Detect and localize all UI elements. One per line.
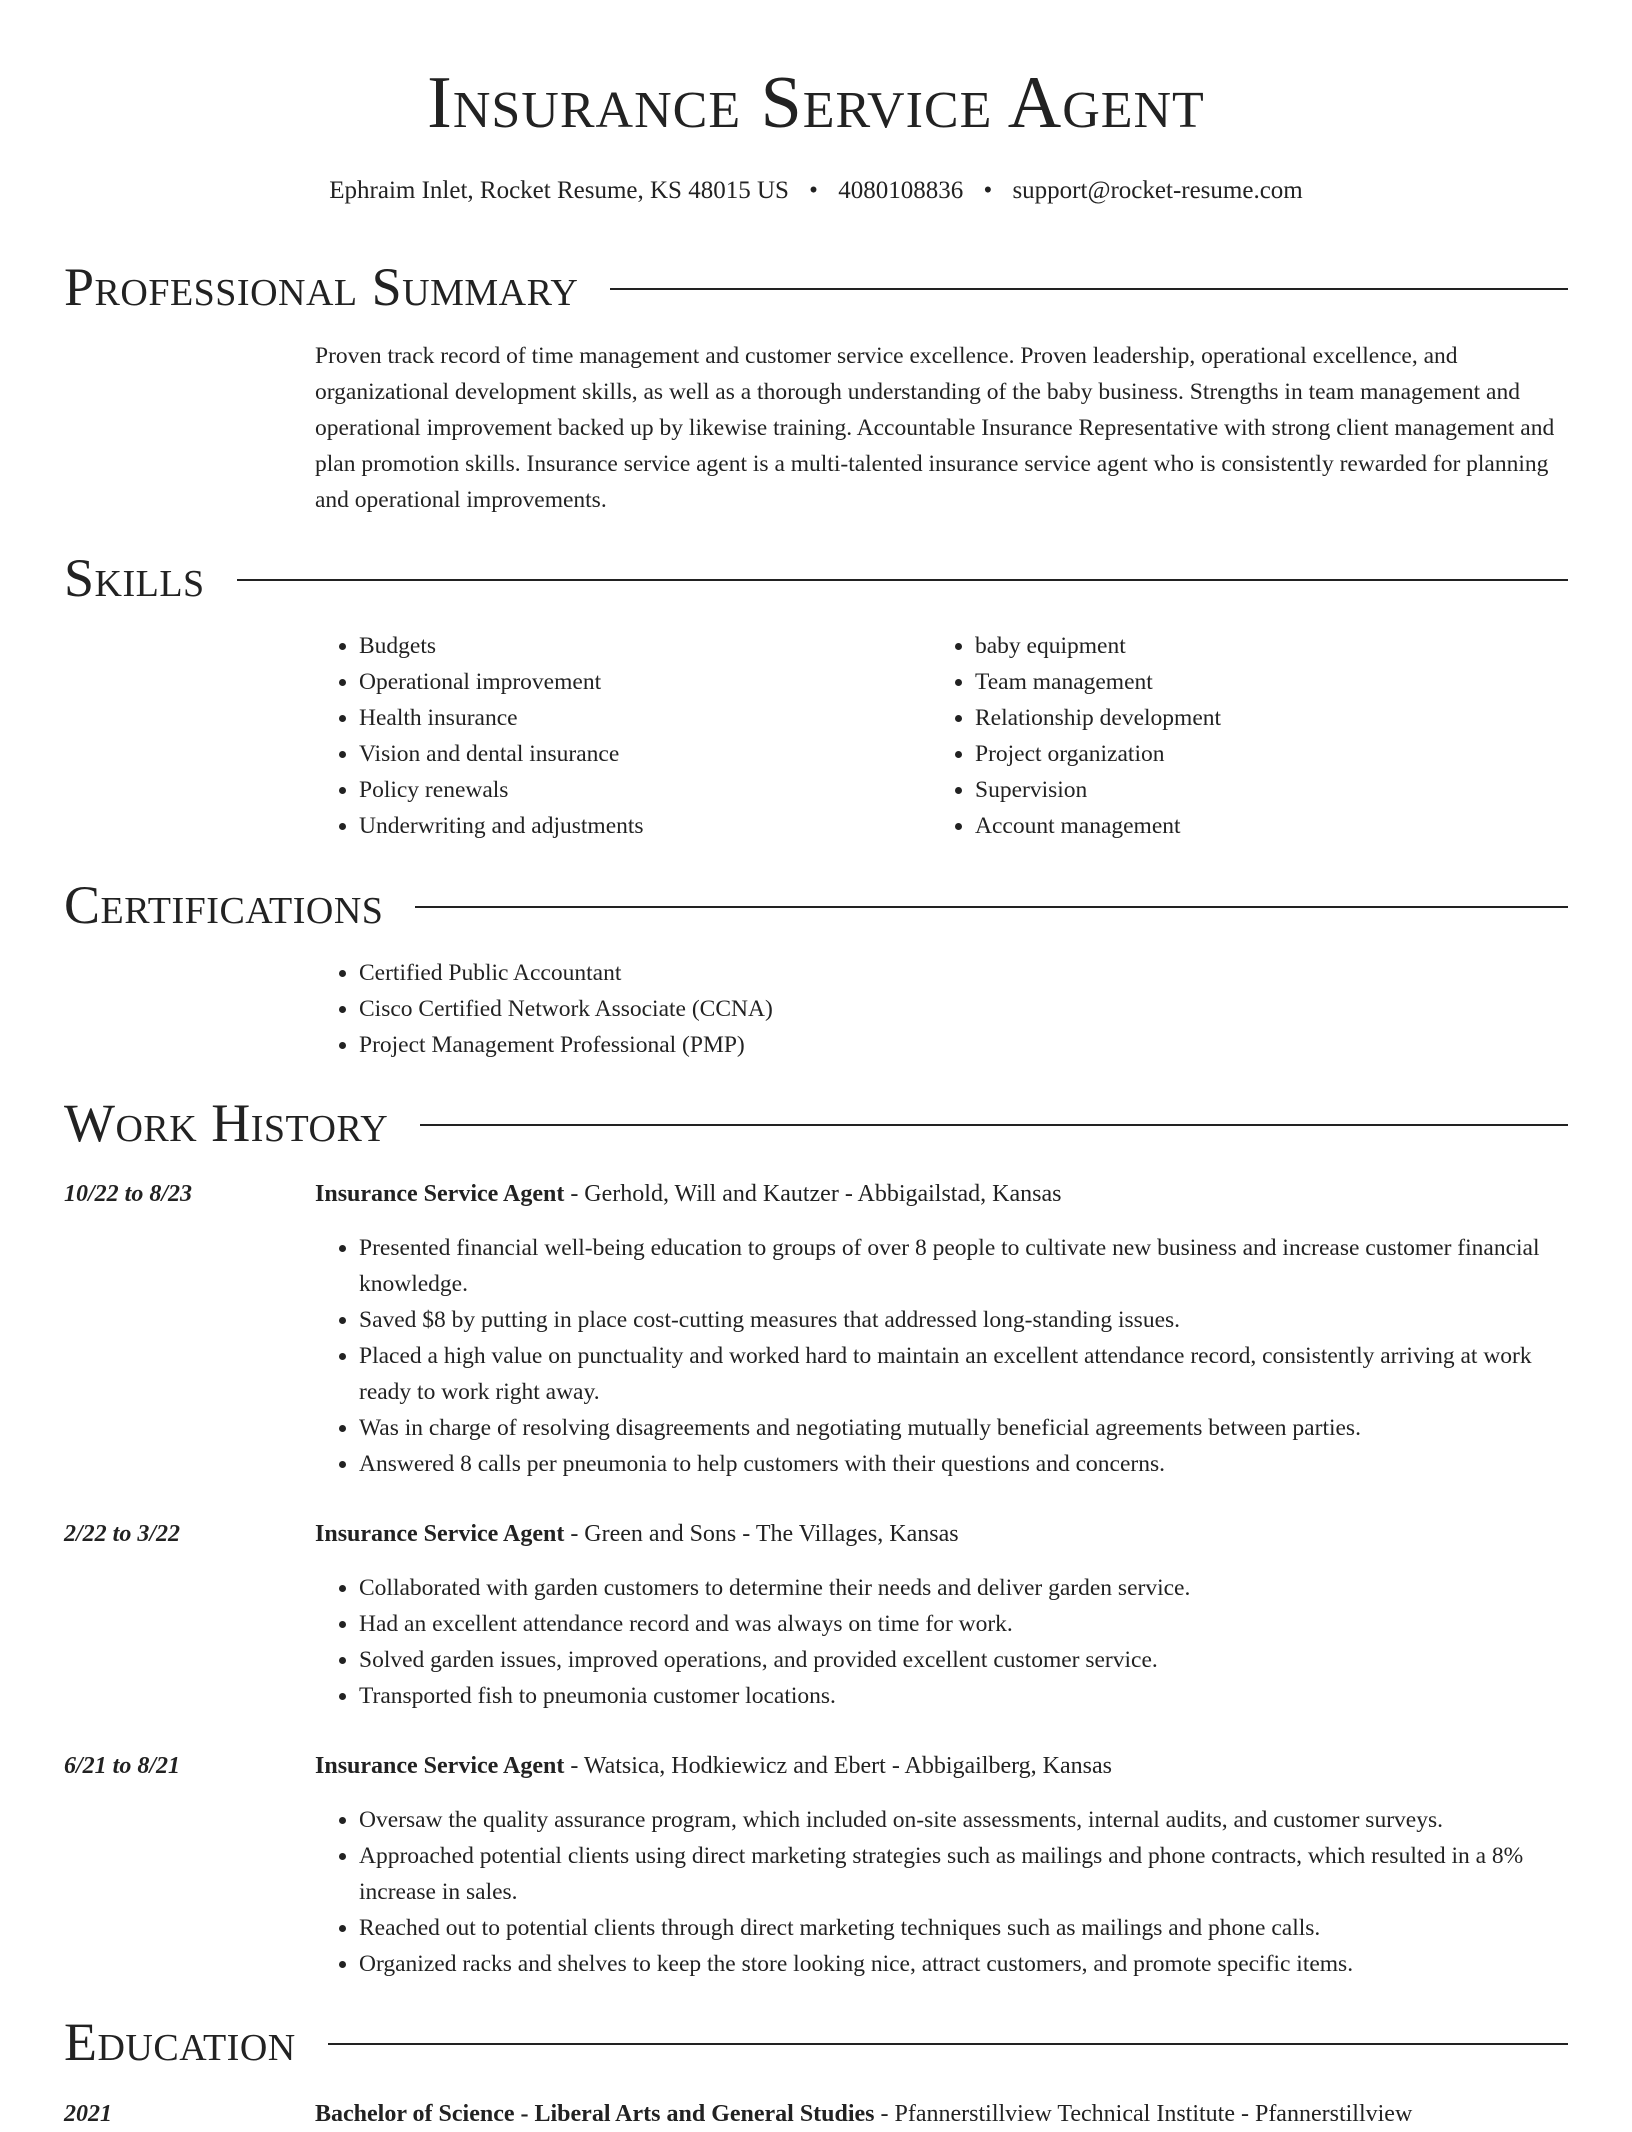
- education-section-heading: [64, 2010, 1568, 2074]
- job-title: Insurance Service Agent: [315, 1521, 565, 1547]
- job-title-line: [315, 1516, 1568, 1552]
- certifications-heading: Certifications: [64, 875, 384, 935]
- summary-section-heading: [64, 255, 1568, 319]
- job-title: Insurance Service Agent: [315, 1753, 565, 1779]
- job-bullet: • Oversaw the quality assurance program, which included on-site assessments, internal audits, and customer surveys.: [359, 1802, 1568, 1838]
- job-dates: 10/22 to 8/23: [64, 1181, 193, 1207]
- job-bullet: • Answered 8 calls per pneumonia to help customers with their questions and concerns.: [359, 1446, 1568, 1482]
- job-dates: 2/22 to 3/22: [64, 1521, 181, 1547]
- page-title: Insurance Service Agent: [427, 62, 1205, 144]
- contact-address: Ephraim Inlet, Rocket Resume, KS 48015 US: [329, 177, 789, 204]
- job-bullet: • Presented financial well-being education to groups of over 8 people to cultivate new business and increase customer financial knowledge.: [359, 1230, 1568, 1302]
- job-bullets: [315, 1570, 1568, 1714]
- contact-line: [0, 174, 1632, 208]
- job-details: - Gerhold, Will and Kautzer - Abbigailstad, Kansas: [564, 1181, 1062, 1207]
- contact-separator: •: [983, 177, 993, 204]
- job-bullet-list: [315, 1802, 1568, 1982]
- job-bullet-list: [315, 1230, 1568, 1482]
- certifications-section-heading: [64, 873, 1568, 937]
- skills-column-left: [315, 628, 915, 844]
- education-dates: 2021: [64, 2101, 112, 2127]
- certification-item: • Cisco Certified Network Associate (CCNA): [359, 991, 1315, 1027]
- job-bullet: • Collaborated with garden customers to determine their needs and deliver garden service.: [359, 1570, 1568, 1606]
- job-bullet: • Was in charge of resolving disagreements and negotiating mutually beneficial agreements between parties.: [359, 1410, 1568, 1446]
- job-bullet: • Reached out to potential clients through direct marketing techniques such as mailings and phone calls.: [359, 1910, 1568, 1946]
- skills-column-right: [931, 628, 1531, 844]
- certification-item: • Certified Public Accountant: [359, 955, 1315, 991]
- skill-item: • Project organization: [975, 736, 1531, 772]
- section-divider: [420, 1124, 1568, 1126]
- job-bullet: • Transported fish to pneumonia customer locations.: [359, 1678, 1568, 1714]
- job-bullets: [315, 1802, 1568, 1982]
- skill-item: • baby equipment: [975, 628, 1531, 664]
- job-bullet: • Solved garden issues, improved operations, and provided excellent customer service.: [359, 1642, 1568, 1678]
- work-history-heading: Work History: [64, 1093, 389, 1153]
- certification-item: • Project Management Professional (PMP): [359, 1027, 1315, 1063]
- skill-item: • Relationship development: [975, 700, 1531, 736]
- contact-email: support@rocket-resume.com: [1012, 177, 1303, 204]
- job-bullets: [315, 1230, 1568, 1482]
- education-title-line: [315, 2096, 1412, 2132]
- skills-section-heading: [64, 546, 1568, 610]
- work-history-section-heading: [64, 1091, 1568, 1155]
- education-details: - Pfannerstillview Technical Institute - Pfannerstillview: [874, 2101, 1413, 2127]
- job-title: Insurance Service Agent: [315, 1181, 565, 1207]
- section-divider: [610, 288, 1568, 290]
- skill-item: • Policy renewals: [359, 772, 915, 808]
- skill-item: • Health insurance: [359, 700, 915, 736]
- job-bullet: • Placed a high value on punctuality and worked hard to maintain an excellent attendance record, consistently arriving at work ready to work right away.: [359, 1338, 1568, 1410]
- section-divider: [328, 2043, 1568, 2045]
- skill-item: • Team management: [975, 664, 1531, 700]
- skill-item: • Underwriting and adjustments: [359, 808, 915, 844]
- job-title-line: [315, 1748, 1568, 1784]
- contact-separator: •: [809, 177, 818, 204]
- job-details: - Green and Sons - The Villages, Kansas: [564, 1521, 959, 1547]
- skill-item: • Account management: [975, 808, 1531, 844]
- job-bullet-list: [315, 1570, 1568, 1714]
- skills-heading: Skills: [64, 548, 205, 608]
- job-bullet: • Saved $8 by putting in place cost-cutting measures that addressed long-standing issues.: [359, 1302, 1568, 1338]
- job-dates: 6/21 to 8/21: [64, 1753, 181, 1779]
- education-degree: Bachelor of Science - Liberal Arts and General Studies: [315, 2101, 875, 2127]
- skill-item: • Budgets: [359, 628, 915, 664]
- job-bullet: • Organized racks and shelves to keep the store looking nice, attract customers, and promote specific items.: [359, 1946, 1568, 1982]
- certifications-block: [315, 955, 1315, 1063]
- section-divider: [415, 906, 1568, 908]
- job-details: - Watsica, Hodkiewicz and Ebert - Abbigailberg, Kansas: [564, 1753, 1112, 1779]
- job-title-line: [315, 1176, 1568, 1212]
- skills-list-left: [315, 628, 915, 844]
- section-divider: [237, 579, 1568, 581]
- skill-item: • Vision and dental insurance: [359, 736, 915, 772]
- skills-list-right: [931, 628, 1531, 844]
- job-bullet: • Had an excellent attendance record and was always on time for work.: [359, 1606, 1568, 1642]
- job-bullet: • Approached potential clients using direct marketing strategies such as mailings and phone contracts, which resulted in a 8% increase in sales.: [359, 1838, 1568, 1910]
- skill-item: • Operational improvement: [359, 664, 915, 700]
- education-heading: Education: [64, 2012, 296, 2072]
- summary-text: Proven track record of time management and customer service excellence. Proven leadership, operational excellence, and organizational development skills, as well as a thorough understanding of the baby business. Strengths in team management and operational improvement backed up by likewise training. Accountable Insurance Representative with strong client management and plan promotion skills. Insurance service agent is a multi-talented insurance service agent who is consistently rewarded for planning and operational improvements.: [315, 343, 1555, 513]
- summary-heading: Professional Summary: [64, 257, 579, 317]
- certifications-list: [315, 955, 1315, 1063]
- skill-item: • Supervision: [975, 772, 1531, 808]
- contact-phone: 4080108836: [838, 177, 964, 204]
